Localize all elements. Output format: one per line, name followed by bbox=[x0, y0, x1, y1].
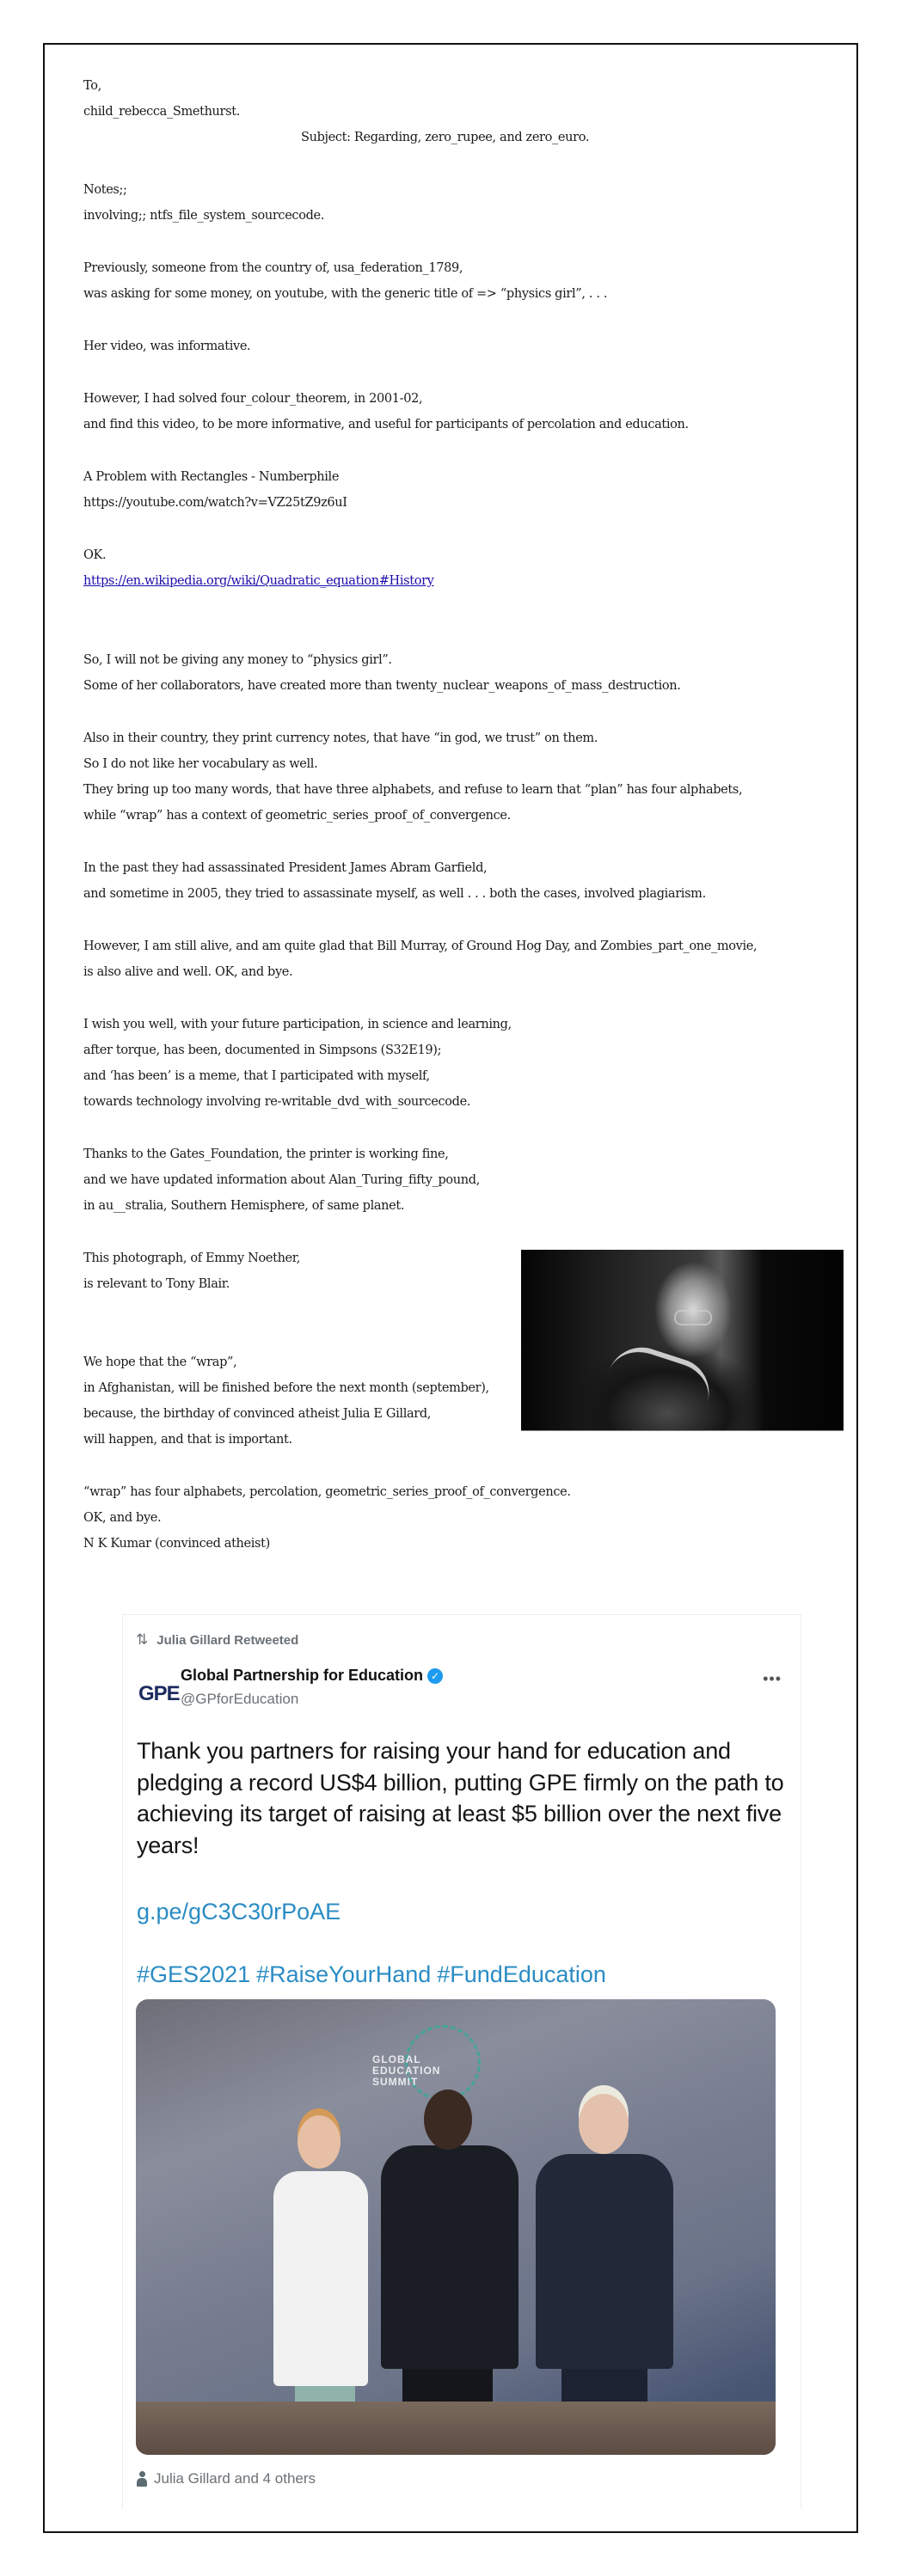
paragraph-line: because, the birthday of convinced atheist Julia E Gillard, bbox=[83, 1407, 432, 1421]
paragraph-line: while “wrap” has a context of geometric_series_proof_of_convergence. bbox=[83, 809, 511, 823]
paragraph-line: Her video, was informative. bbox=[83, 340, 251, 353]
paragraph-line: in au__stralia, Southern Hemisphere, of same planet. bbox=[83, 1199, 405, 1213]
paragraph-line: However, I had solved four_colour_theorem, in 2001-02, bbox=[83, 392, 423, 406]
more-options-icon[interactable]: ••• bbox=[763, 1670, 782, 1687]
paragraph-line: and sometime in 2005, they tried to assassinate myself, as well . . . both the cases, involved plagiarism. bbox=[83, 887, 706, 901]
paragraph-line: We hope that the “wrap”, bbox=[83, 1355, 237, 1369]
summit-logo-text: GLOBAL EDUCATION SUMMIT bbox=[372, 2053, 441, 2088]
hashtag-fundeducation[interactable]: #FundEducation bbox=[437, 1961, 606, 1987]
verified-badge-icon: ✓ bbox=[427, 1668, 443, 1684]
photo-detail-glasses bbox=[674, 1310, 712, 1325]
paragraph-line: Thanks to the Gates_Foundation, the printer is working fine, bbox=[83, 1147, 449, 1161]
paragraph-line: They bring up too many words, that have three alphabets, and refuse to learn that “plan” has four alphabets, bbox=[83, 783, 743, 797]
tweet-link[interactable]: g.pe/gC3C30rPoAE bbox=[137, 1899, 341, 1924]
stage-floor bbox=[136, 2402, 776, 2455]
person-center-head bbox=[424, 2090, 472, 2150]
emmy-noether-photo bbox=[521, 1250, 844, 1431]
paragraph-line: So I do not like her vocabulary as well. bbox=[83, 757, 318, 771]
paragraph-line: towards technology involving re-writable_dvd_with_sourcecode. bbox=[83, 1095, 471, 1109]
account-name-text: Global Partnership for Education bbox=[181, 1667, 424, 1684]
recipient: child_rebecca_Smethurst. bbox=[83, 105, 240, 119]
liked-by-label: Julia Gillard and 4 others bbox=[154, 2470, 316, 2487]
paragraph-line: and find this video, to be more informative, and useful for participants of percolation and education. bbox=[83, 418, 689, 431]
paragraph-line: was asking for some money, on youtube, with the generic title of => “physics girl”, . . . bbox=[83, 287, 608, 301]
paragraph-line: “wrap” has four alphabets, percolation, geometric_series_proof_of_convergence. bbox=[83, 1485, 571, 1499]
tweet-card[interactable] bbox=[122, 1614, 801, 2509]
paragraph-line: and we have updated information about Alan_Turing_fifty_pound, bbox=[83, 1173, 480, 1187]
paragraph-line: So, I will not be giving any money to “physics girl”. bbox=[83, 653, 392, 667]
paragraph-line: and ‘has been’ is a meme, that I participated with myself, bbox=[83, 1069, 430, 1083]
wikipedia-link[interactable]: https://en.wikipedia.org/wiki/Quadratic_equation#History bbox=[83, 574, 434, 588]
paragraph-line: is also alive and well. OK, and bye. bbox=[83, 965, 293, 979]
notes-line: involving;; ntfs_file_system_sourcecode. bbox=[83, 209, 325, 223]
account-avatar[interactable] bbox=[138, 1682, 178, 1711]
paragraph-line: Some of her collaborators, have created more than twenty_nuclear_weapons_of_mass_destruction. bbox=[83, 679, 681, 693]
paragraph-line: OK. bbox=[83, 548, 107, 562]
person-left bbox=[273, 2171, 368, 2386]
paragraph-line: Also in their country, they print currency notes, that have “in god, we trust” on them. bbox=[83, 731, 598, 745]
paragraph-line: I wish you well, with your future participation, in science and learning, bbox=[83, 1018, 512, 1031]
account-name[interactable] bbox=[181, 1667, 443, 1685]
hashtag-raiseyourhand[interactable]: #RaiseYourHand bbox=[256, 1961, 432, 1987]
paragraph-line: Previously, someone from the country of, usa_federation_1789, bbox=[83, 261, 463, 275]
liked-by-row[interactable] bbox=[137, 2470, 316, 2487]
photo-detail-collar bbox=[599, 1338, 718, 1431]
person-center bbox=[381, 2145, 518, 2369]
paragraph-line: in Afghanistan, will be finished before the next month (september), bbox=[83, 1381, 489, 1395]
retweet-icon: ⇅ bbox=[136, 1631, 149, 1648]
retweet-context bbox=[136, 1631, 298, 1649]
paragraph-line: will happen, and that is important. bbox=[83, 1433, 292, 1447]
subject-line: Subject: Regarding, zero_rupee, and zero_euro. bbox=[301, 131, 590, 144]
retweeted-by-label: Julia Gillard Retweeted bbox=[156, 1632, 299, 1648]
video-title: A Problem with Rectangles - Numberphile bbox=[83, 470, 340, 484]
hashtag-ges2021[interactable]: #GES2021 bbox=[137, 1961, 251, 1987]
closing-line: OK, and bye. bbox=[83, 1511, 162, 1525]
paragraph-line: after torque, has been, documented in Simpsons (S32E19); bbox=[83, 1043, 442, 1057]
paragraph-line: However, I am still alive, and am quite glad that Bill Murray, of Ground Hog Day, and Zombies_part_one_movie, bbox=[83, 939, 758, 953]
person-right-head bbox=[579, 2094, 629, 2154]
salutation: To, bbox=[83, 79, 101, 93]
person-right bbox=[536, 2154, 673, 2369]
avatar-logo-text: GPE bbox=[138, 1682, 180, 1705]
tweet-photo[interactable] bbox=[136, 1999, 776, 2455]
youtube-url: https://youtube.com/watch?v=VZ25tZ9z6uI bbox=[83, 496, 347, 510]
signature: N K Kumar (convinced atheist) bbox=[83, 1537, 270, 1551]
account-handle[interactable]: @GPforEducation bbox=[181, 1691, 299, 1707]
person-icon bbox=[137, 2471, 147, 2487]
hashtag-list bbox=[137, 1961, 606, 1988]
paragraph-line: This photograph, of Emmy Noether, bbox=[83, 1251, 301, 1265]
tweet-text: Thank you partners for raising your hand for education and pledging a record US$4 billion, putting GPE firmly on the path to achieving its target of raising at least $5 billion over the next five years! bbox=[137, 1738, 784, 1858]
notes-heading: Notes;; bbox=[83, 183, 127, 197]
paragraph-line: In the past they had assassinated President James Abram Garfield, bbox=[83, 861, 488, 875]
person-left-head bbox=[298, 2115, 341, 2169]
paragraph-line: is relevant to Tony Blair. bbox=[83, 1277, 230, 1291]
